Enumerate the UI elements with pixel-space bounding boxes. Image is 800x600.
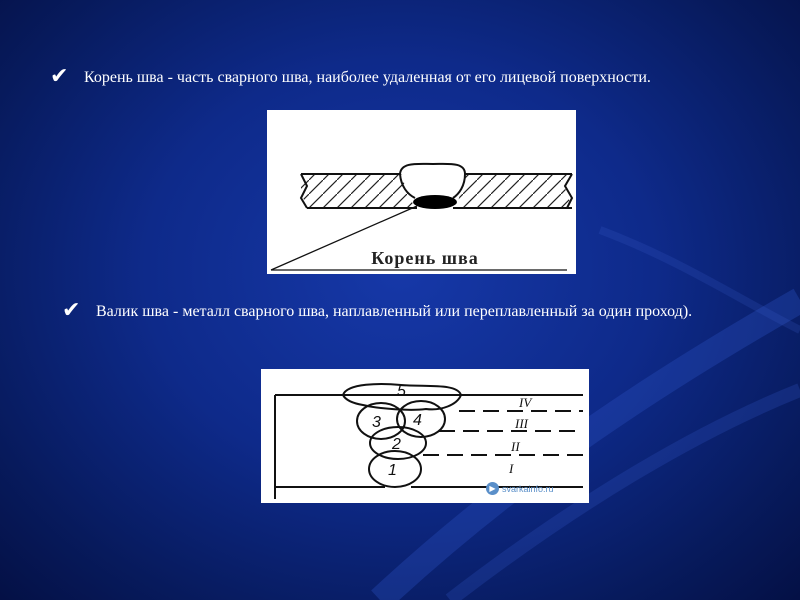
bullet-text: Валик шва - металл сварного шва, наплавленный или переплавленный за один проход).: [96, 303, 693, 320]
checkmark-icon: ✔: [50, 64, 69, 89]
layer-numeral: IV: [519, 395, 532, 410]
layer-numeral: I: [509, 461, 514, 476]
checkmark-icon: ✔: [62, 298, 81, 323]
bullet-text: Корень шва - часть сварного шва, наиболее удаленная от его лицевой поверхности.: [84, 69, 651, 86]
watermark: [486, 482, 554, 495]
weld-beads-figure: [261, 369, 589, 503]
weld-root-figure: [267, 110, 576, 274]
bullet-root-definition: [50, 66, 750, 90]
layer-numeral: II: [511, 439, 520, 454]
root-label: Корень шва: [371, 248, 479, 268]
weld-root: [413, 195, 457, 209]
layer-numeral: III: [515, 416, 528, 431]
bead-number: 2: [392, 436, 401, 453]
watermark-text: svarkainfo.ru: [502, 483, 554, 494]
weld-face: [400, 164, 465, 198]
play-icon: ▶: [486, 482, 499, 495]
bead-number: 1: [388, 462, 397, 479]
bead-number: 4: [413, 412, 422, 429]
bullet-bead-definition: [62, 300, 762, 324]
bead-number: 5: [397, 383, 406, 400]
bead-number: 3: [372, 414, 381, 431]
